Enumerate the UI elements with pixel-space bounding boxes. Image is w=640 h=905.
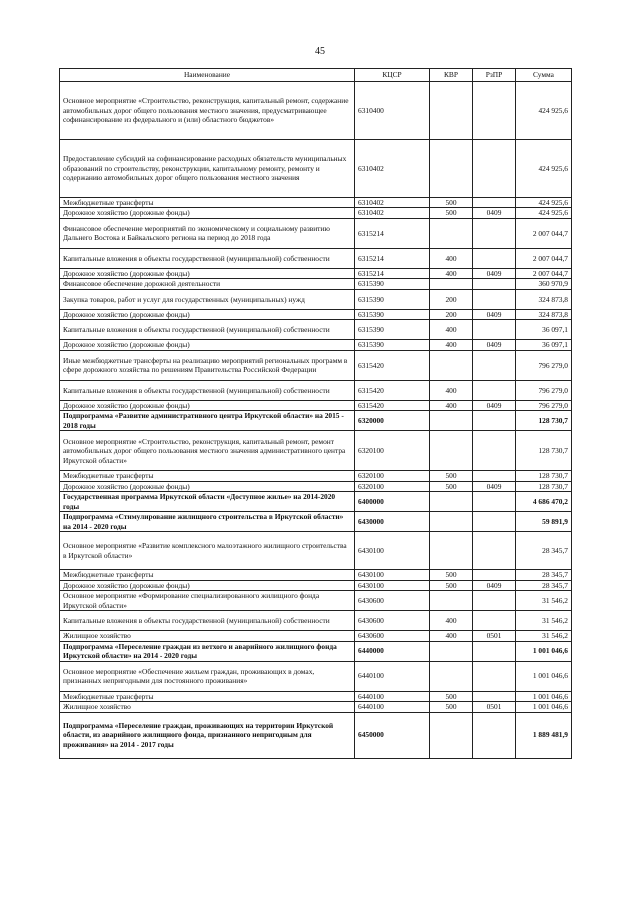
cell-kvr: [430, 431, 473, 471]
table-row: [60, 380, 572, 400]
table-row: [60, 268, 572, 278]
cell-kvr: 400: [430, 611, 473, 631]
cell-rzpr: [473, 611, 516, 631]
cell-kvr: 500: [430, 471, 473, 481]
cell-rzpr: [473, 350, 516, 380]
table-row: [60, 512, 572, 532]
table-row: [60, 340, 572, 350]
cell-name: Капитальные вложения в объекты государственной (муниципальной) собственности: [60, 380, 355, 400]
cell-kcsr: 6440100: [355, 661, 430, 691]
cell-rzpr: [473, 691, 516, 701]
cell-kcsr: 6320100: [355, 431, 430, 471]
cell-rzpr: 0409: [473, 580, 516, 590]
cell-sum: 2 007 044,7: [516, 218, 572, 248]
cell-sum: 2 007 044,7: [516, 248, 572, 268]
cell-kvr: 400: [430, 400, 473, 410]
table-row: [60, 481, 572, 491]
cell-kvr: 500: [430, 702, 473, 712]
cell-sum: 360 970,9: [516, 279, 572, 289]
cell-rzpr: [473, 471, 516, 481]
table-row: [60, 611, 572, 631]
cell-rzpr: 0501: [473, 631, 516, 641]
cell-name: Дорожное хозяйство (дорожные фонды): [60, 481, 355, 491]
cell-sum: 1 889 481,9: [516, 712, 572, 758]
cell-name: Дорожное хозяйство (дорожные фонды): [60, 268, 355, 278]
cell-name: Дорожное хозяйство (дорожные фонды): [60, 208, 355, 218]
cell-kvr: 500: [430, 570, 473, 580]
cell-kcsr: 6430600: [355, 631, 430, 641]
table-row: [60, 218, 572, 248]
cell-kvr: [430, 661, 473, 691]
cell-sum: 796 279,0: [516, 380, 572, 400]
cell-sum: 1 001 046,6: [516, 702, 572, 712]
table-row: [60, 320, 572, 340]
cell-kvr: 400: [430, 380, 473, 400]
cell-kcsr: 6320100: [355, 471, 430, 481]
table-row: [60, 591, 572, 611]
cell-kcsr: 6400000: [355, 492, 430, 512]
table-row: [60, 702, 572, 712]
cell-kvr: 500: [430, 580, 473, 590]
cell-name: Основное мероприятие «Строительство, реконструкция, капитальный ремонт, содержание автомобильных дорог общего пользования местного значения, предусматривающее софинансирование из федерального и (или) областного бюджетов»: [60, 82, 355, 140]
table-row: [60, 431, 572, 471]
cell-kcsr: 6315390: [355, 320, 430, 340]
cell-rzpr: [473, 492, 516, 512]
cell-rzpr: 0409: [473, 340, 516, 350]
cell-kcsr: 6315390: [355, 340, 430, 350]
cell-sum: 4 686 470,2: [516, 492, 572, 512]
cell-sum: 128 730,7: [516, 431, 572, 471]
cell-kvr: [430, 82, 473, 140]
cell-kvr: 200: [430, 309, 473, 319]
cell-sum: 31 546,2: [516, 611, 572, 631]
table-row: [60, 289, 572, 309]
cell-name: Жилищное хозяйство: [60, 702, 355, 712]
cell-sum: 424 925,6: [516, 198, 572, 208]
table-row: [60, 82, 572, 140]
cell-sum: 28 345,7: [516, 570, 572, 580]
cell-rzpr: 0409: [473, 268, 516, 278]
cell-kcsr: 6315420: [355, 400, 430, 410]
header-kvr: КВР: [430, 69, 473, 82]
cell-rzpr: [473, 248, 516, 268]
cell-kcsr: 6430100: [355, 580, 430, 590]
table-row: [60, 471, 572, 481]
cell-sum: 424 925,6: [516, 140, 572, 198]
cell-kvr: [430, 532, 473, 570]
cell-rzpr: [473, 198, 516, 208]
cell-rzpr: [473, 320, 516, 340]
cell-kvr: 500: [430, 691, 473, 701]
cell-name: Межбюджетные трансферты: [60, 691, 355, 701]
cell-kcsr: 6315420: [355, 350, 430, 380]
cell-kvr: [430, 492, 473, 512]
cell-kcsr: 6430000: [355, 512, 430, 532]
cell-kcsr: 6440100: [355, 691, 430, 701]
table-row: [60, 279, 572, 289]
cell-name: Дорожное хозяйство (дорожные фонды): [60, 309, 355, 319]
cell-kcsr: 6315420: [355, 380, 430, 400]
cell-kcsr: 6430100: [355, 532, 430, 570]
cell-name: Дорожное хозяйство (дорожные фонды): [60, 400, 355, 410]
cell-rzpr: [473, 140, 516, 198]
cell-name: Капитальные вложения в объекты государственной (муниципальной) собственности: [60, 248, 355, 268]
table-row: [60, 350, 572, 380]
cell-sum: 324 873,8: [516, 289, 572, 309]
table-row: [60, 140, 572, 198]
cell-kcsr: 6320000: [355, 411, 430, 431]
cell-rzpr: [473, 661, 516, 691]
cell-kcsr: 6430100: [355, 570, 430, 580]
cell-rzpr: 0409: [473, 208, 516, 218]
cell-name: Подпрограмма «Стимулирование жилищного строительства в Иркутской области» на 2014 - 2020 годы: [60, 512, 355, 532]
table-row: [60, 309, 572, 319]
cell-sum: 1 001 046,6: [516, 641, 572, 661]
cell-kcsr: 6315390: [355, 279, 430, 289]
cell-rzpr: [473, 712, 516, 758]
cell-kvr: 400: [430, 631, 473, 641]
cell-kvr: [430, 279, 473, 289]
cell-kvr: [430, 140, 473, 198]
cell-kvr: 500: [430, 198, 473, 208]
cell-sum: 36 097,1: [516, 320, 572, 340]
cell-rzpr: 0409: [473, 309, 516, 319]
table-row: [60, 631, 572, 641]
cell-name: Иные межбюджетные трансферты на реализацию мероприятий региональных программ в сфере дорожного хозяйства по решениям Правительства Российской Федерации: [60, 350, 355, 380]
table-row: [60, 580, 572, 590]
cell-kvr: 500: [430, 481, 473, 491]
cell-kcsr: 6430600: [355, 611, 430, 631]
table-row: [60, 248, 572, 268]
table-row: [60, 532, 572, 570]
table-row: [60, 712, 572, 758]
cell-rzpr: [473, 532, 516, 570]
cell-name: Дорожное хозяйство (дорожные фонды): [60, 580, 355, 590]
table-header-row: [60, 69, 572, 82]
table-row: [60, 492, 572, 512]
cell-rzpr: [473, 289, 516, 309]
cell-name: Основное мероприятие «Развитие комплексного малоэтажного жилищного строительства в Иркутской области»: [60, 532, 355, 570]
page-number: 45: [315, 46, 325, 57]
cell-sum: 28 345,7: [516, 580, 572, 590]
cell-kvr: [430, 411, 473, 431]
cell-rzpr: [473, 570, 516, 580]
cell-kvr: 400: [430, 268, 473, 278]
cell-kcsr: 6320100: [355, 481, 430, 491]
cell-kvr: 400: [430, 320, 473, 340]
cell-kcsr: 6315214: [355, 218, 430, 248]
cell-kvr: 500: [430, 208, 473, 218]
cell-name: Финансовое обеспечение дорожной деятельности: [60, 279, 355, 289]
cell-name: Государственная программа Иркутской области «Доступное жилье» на 2014-2020 годы: [60, 492, 355, 512]
cell-kvr: 400: [430, 248, 473, 268]
cell-kcsr: 6310400: [355, 82, 430, 140]
cell-sum: 796 279,0: [516, 400, 572, 410]
cell-rzpr: [473, 279, 516, 289]
cell-sum: 28 345,7: [516, 532, 572, 570]
cell-rzpr: [473, 591, 516, 611]
table-row: [60, 570, 572, 580]
header-rzpr: РзПР: [473, 69, 516, 82]
cell-name: Закупка товаров, работ и услуг для государственных (муниципальных) нужд: [60, 289, 355, 309]
cell-sum: 1 001 046,6: [516, 691, 572, 701]
cell-name: Основное мероприятие «Обеспечение жильем граждан, проживающих в домах, признанных непригодными для постоянного проживания»: [60, 661, 355, 691]
cell-name: Основное мероприятие «Строительство, реконструкция, капитальный ремонт, ремонт автомобильных дорог общего пользования местного значения административного центра Иркутской области»: [60, 431, 355, 471]
cell-name: Предоставление субсидий на софинансирование расходных обязательств муниципальных образований по строительству, реконструкции, капитальному ремонту, ремонту и содержанию автомобильных дорог общего пользования местного значения: [60, 140, 355, 198]
cell-name: Подпрограмма «Переселение граждан, проживающих на территории Иркутской области, из аварийного жилищного фонда, признанного непригодным для проживания» на 2014 - 2017 годы: [60, 712, 355, 758]
cell-kcsr: 6450000: [355, 712, 430, 758]
header-kcsr: КЦСР: [355, 69, 430, 82]
cell-kvr: [430, 218, 473, 248]
cell-sum: 36 097,1: [516, 340, 572, 350]
cell-rzpr: [473, 641, 516, 661]
cell-sum: 2 007 044,7: [516, 268, 572, 278]
cell-sum: 1 001 046,6: [516, 661, 572, 691]
cell-kcsr: 6430600: [355, 591, 430, 611]
cell-kcsr: 6315390: [355, 289, 430, 309]
cell-name: Дорожное хозяйство (дорожные фонды): [60, 340, 355, 350]
cell-sum: 128 730,7: [516, 481, 572, 491]
cell-name: Капитальные вложения в объекты государственной (муниципальной) собственности: [60, 611, 355, 631]
cell-kvr: 200: [430, 289, 473, 309]
table-row: [60, 208, 572, 218]
cell-name: Межбюджетные трансферты: [60, 471, 355, 481]
table-row: [60, 661, 572, 691]
cell-sum: 31 546,2: [516, 591, 572, 611]
cell-kvr: [430, 350, 473, 380]
cell-kcsr: 6440000: [355, 641, 430, 661]
table-row: [60, 641, 572, 661]
cell-sum: 128 730,7: [516, 471, 572, 481]
header-sum: Сумма: [516, 69, 572, 82]
cell-sum: 424 925,6: [516, 208, 572, 218]
cell-sum: 424 925,6: [516, 82, 572, 140]
cell-name: Основное мероприятие «Формирование специализированного жилищного фонда Иркутской области»: [60, 591, 355, 611]
header-name: Наименование: [60, 69, 355, 82]
cell-kcsr: 6440100: [355, 702, 430, 712]
cell-rzpr: [473, 380, 516, 400]
cell-rzpr: [473, 512, 516, 532]
budget-table: [59, 68, 572, 759]
table-row: [60, 691, 572, 701]
cell-rzpr: [473, 431, 516, 471]
cell-rzpr: 0501: [473, 702, 516, 712]
cell-kvr: [430, 712, 473, 758]
cell-sum: 31 546,2: [516, 631, 572, 641]
cell-kvr: 400: [430, 340, 473, 350]
cell-name: Межбюджетные трансферты: [60, 570, 355, 580]
cell-kcsr: 6310402: [355, 198, 430, 208]
cell-kvr: [430, 512, 473, 532]
cell-name: Подпрограмма «Переселение граждан из ветхого и аварийного жилищного фонда Иркутской области» на 2014 - 2020 годы: [60, 641, 355, 661]
cell-sum: 128 730,7: [516, 411, 572, 431]
table-body: [60, 82, 572, 759]
cell-rzpr: 0409: [473, 400, 516, 410]
cell-kcsr: 6310402: [355, 208, 430, 218]
cell-rzpr: [473, 411, 516, 431]
cell-kcsr: 6315214: [355, 268, 430, 278]
cell-name: Капитальные вложения в объекты государственной (муниципальной) собственности: [60, 320, 355, 340]
cell-name: Подпрограмма «Развитие административного центра Иркутской области» на 2015 - 2018 годы: [60, 411, 355, 431]
cell-kvr: [430, 591, 473, 611]
cell-name: Жилищное хозяйство: [60, 631, 355, 641]
cell-sum: 796 279,0: [516, 350, 572, 380]
cell-kvr: [430, 641, 473, 661]
cell-sum: 59 891,9: [516, 512, 572, 532]
cell-kcsr: 6315390: [355, 309, 430, 319]
cell-kcsr: 6310402: [355, 140, 430, 198]
table-row: [60, 411, 572, 431]
cell-name: Финансовое обеспечение мероприятий по экономическому и социальному развитию Дальнего Востока и Байкальского региона на период до 2018 года: [60, 218, 355, 248]
table-row: [60, 400, 572, 410]
cell-name: Межбюджетные трансферты: [60, 198, 355, 208]
cell-sum: 324 873,8: [516, 309, 572, 319]
table-row: [60, 198, 572, 208]
cell-kcsr: 6315214: [355, 248, 430, 268]
cell-rzpr: [473, 82, 516, 140]
cell-rzpr: [473, 218, 516, 248]
cell-rzpr: 0409: [473, 481, 516, 491]
